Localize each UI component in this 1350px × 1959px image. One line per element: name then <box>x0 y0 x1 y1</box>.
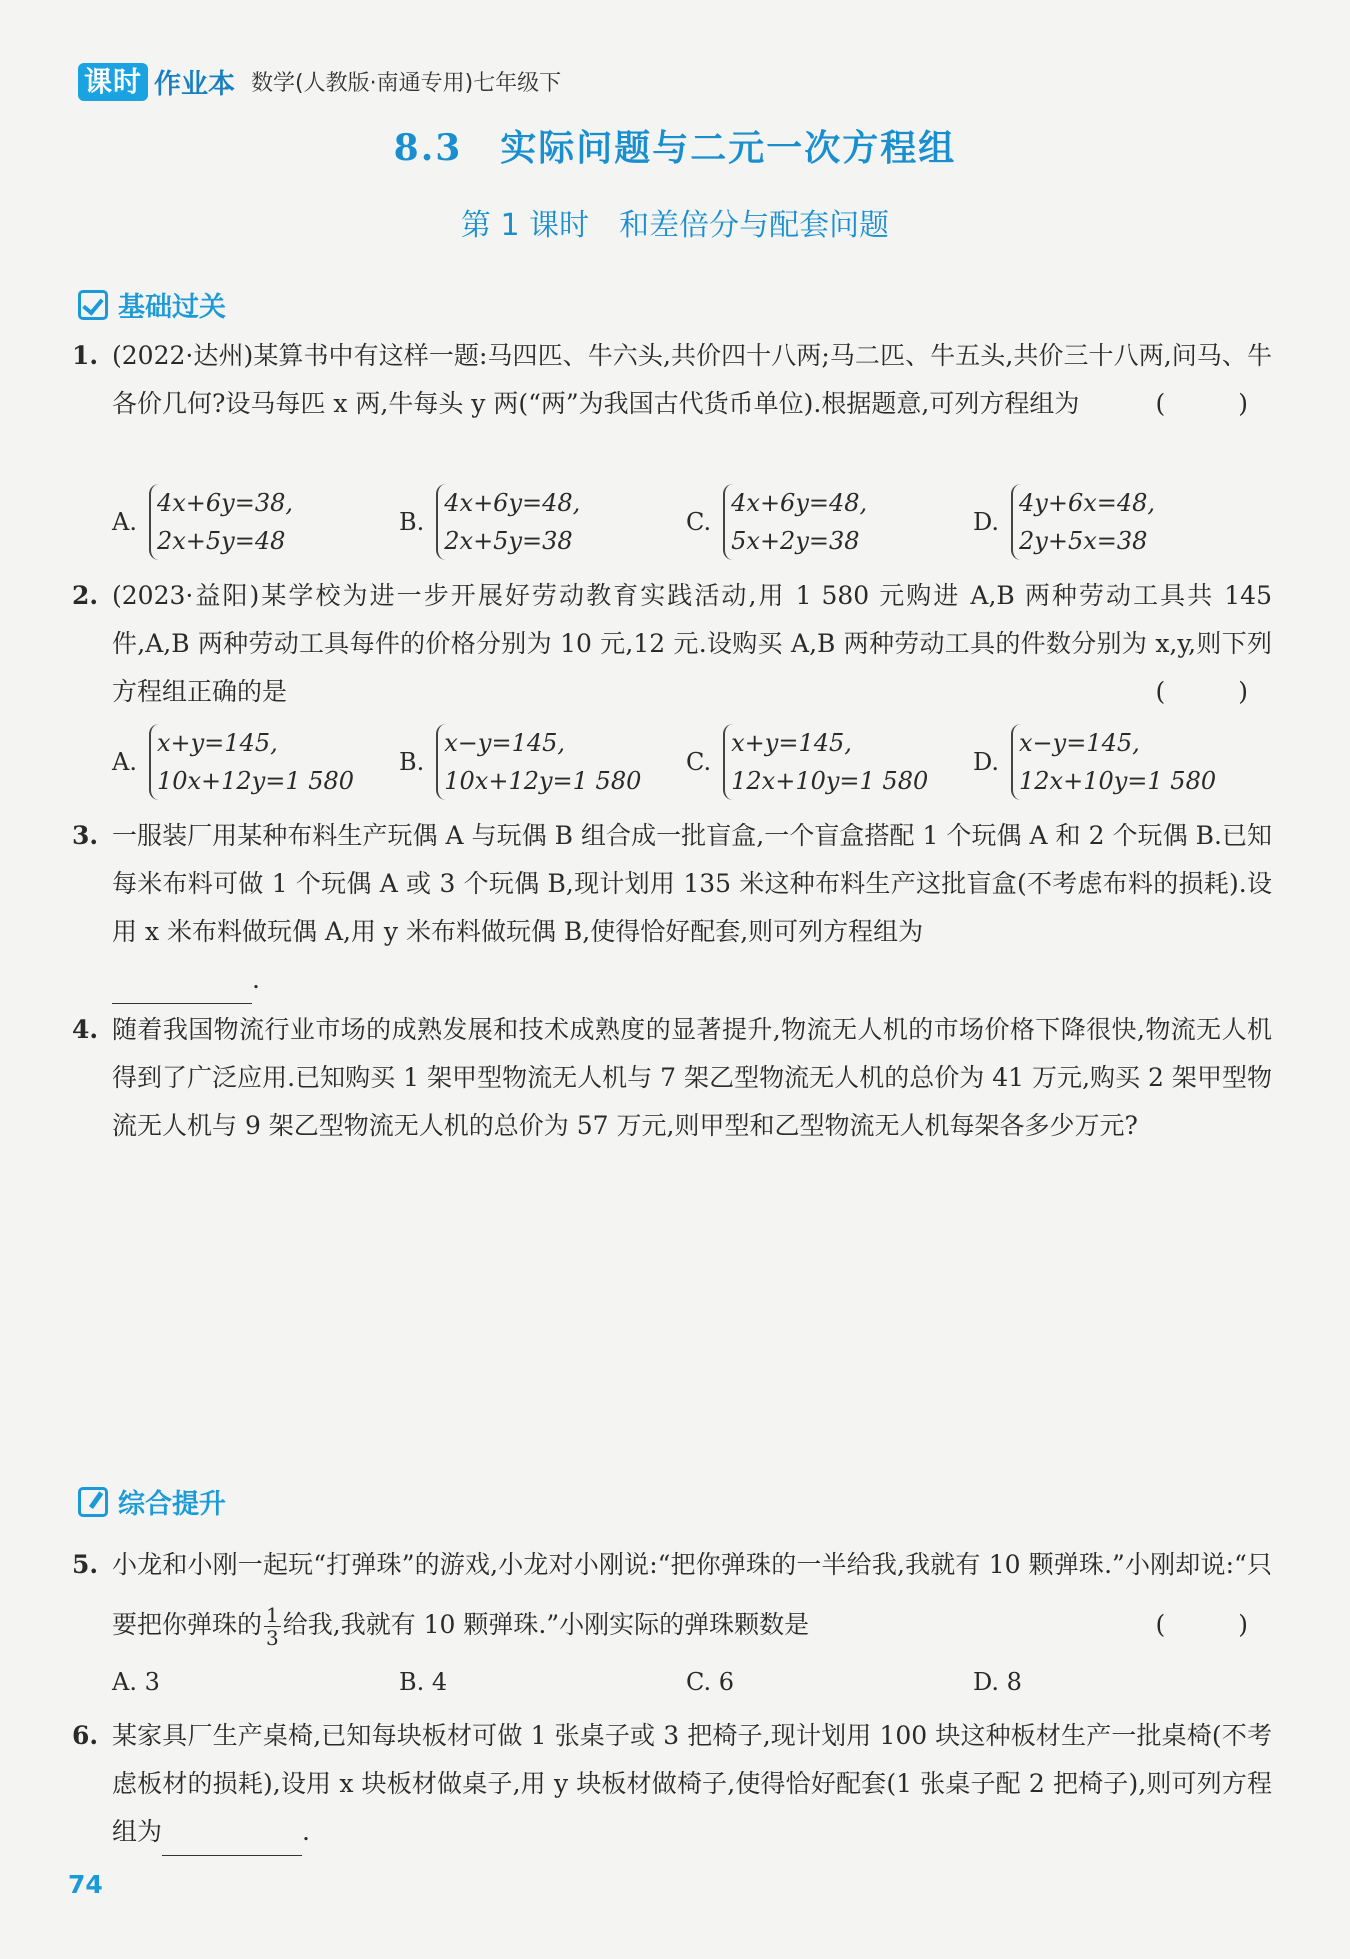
subject-info: 数学(人教版·南通专用)七年级下 <box>251 71 562 96</box>
equation-system <box>436 484 580 560</box>
option-label: D. <box>973 508 1000 536</box>
question-number: 1. <box>72 341 99 370</box>
option-a[interactable] <box>112 724 399 800</box>
logo-badge: 课时 <box>78 63 148 101</box>
option-label: A. <box>112 508 137 536</box>
equation-line: x+y=145, <box>156 729 278 757</box>
equation-line: 12x+10y=1 580 <box>731 767 929 795</box>
section-header-basic <box>78 285 226 324</box>
option-d[interactable] <box>973 724 1260 800</box>
question-number: 5. <box>72 1550 99 1579</box>
q1-options <box>112 484 1262 560</box>
page-number: 74 <box>68 1870 103 1899</box>
question-3 <box>72 812 1272 1004</box>
option-d[interactable]: D. 8 <box>973 1668 1022 1696</box>
equation-system <box>1011 724 1216 800</box>
equation-system <box>436 724 641 800</box>
section-title: 8.3 实际问题与二元一次方程组 <box>393 127 957 169</box>
equation-line: 10x+12y=1 580 <box>156 767 355 795</box>
equation-line: 4y+6x=48, <box>1019 489 1156 517</box>
question-number: 2. <box>72 581 99 610</box>
equation-line: 4x+6y=48, <box>444 489 581 517</box>
question-text: (2022·达州)某算书中有这样一题:马四匹、牛六头,共价四十八两;马二匹、牛五头,共价三十八两,问马、牛各价几何?设马每匹 x 两,牛每头 y 两(“两”为我国古代货币单位).根据题意,可列方程组为 <box>112 341 1272 418</box>
option-c[interactable] <box>686 724 973 800</box>
option-b[interactable] <box>399 724 686 800</box>
question-number: 4. <box>72 1015 99 1044</box>
fraction-numerator: 1 <box>266 1603 279 1627</box>
book-logo <box>78 62 235 101</box>
equation-line: 2x+5y=48 <box>156 527 286 555</box>
option-a[interactable]: A. 3 <box>112 1668 160 1696</box>
equation-line: x−y=145, <box>444 729 566 757</box>
pencil-icon <box>78 1487 108 1517</box>
period: . <box>302 1817 310 1846</box>
equation-line: 5x+2y=38 <box>731 527 860 555</box>
question-4 <box>72 1006 1272 1150</box>
checkbox-icon <box>78 290 108 320</box>
answer-paren: ( ) <box>1155 389 1272 418</box>
question-text: 一服装厂用某种布料生产玩偶 A 与玩偶 B 组合成一批盲盒,一个盲盒搭配 1 个玩偶 A 和 2 个玩偶 B.已知每米布料可做 1 个玩偶 A 或 3 个玩偶 B,现计划用 135 米这种布料生产这批盲盒(不考虑布料的损耗).设用 x 米布料做玩偶 A,用 y 米布料做玩偶 B,使得恰好配套,则可列方程组为 <box>112 821 1272 946</box>
section-label: 综合提升 <box>118 1489 226 1520</box>
option-a[interactable] <box>112 484 399 560</box>
question-text: 某家具厂生产桌椅,已知每块板材可做 1 张桌子或 3 把椅子,现计划用 100 块这种板材生产一批桌椅(不考虑板材的损耗),设用 x 块板材做桌子,用 y 块板材做椅子,使得恰好配套(1 张桌子配 2 把椅子),则可列方程组为 <box>112 1721 1272 1846</box>
equation-line: 2x+5y=38 <box>444 527 573 555</box>
answer-blank[interactable] <box>112 973 252 1004</box>
equation-line: x−y=145, <box>1019 729 1140 757</box>
equation-line: 10x+12y=1 580 <box>444 767 642 795</box>
equation-line: 4x+6y=38, <box>156 489 293 517</box>
option-c[interactable] <box>686 484 973 560</box>
question-5 <box>72 1535 1272 1655</box>
lesson-subtitle: 第 1 课时 和差倍分与配套问题 <box>460 208 890 243</box>
equation-system <box>723 484 867 560</box>
question-2 <box>72 572 1272 716</box>
question-text-cont: 给我,我就有 10 颗弹珠.”小刚实际的弹珠颗数是 <box>282 1610 810 1639</box>
question-text: 随着我国物流行业市场的成熟发展和技术成熟度的显著提升,物流无人机的市场价格下降很快,物流无人机得到了广泛应用.已知购买 1 架甲型物流无人机与 7 架乙型物流无人机的总价为 41 万元,购买 2 架甲型物流无人机与 9 架乙型物流无人机的总价为 57 万元,则甲型和乙型物流无人机每架各多少万元? <box>112 1015 1272 1140</box>
option-label: B. <box>399 508 425 536</box>
option-label: A. <box>112 748 137 776</box>
answer-paren: ( ) <box>1155 1610 1272 1639</box>
equation-system <box>149 484 293 560</box>
equation-line: 4x+6y=48, <box>731 489 868 517</box>
question-text: 小龙和小刚一起玩“打弹珠”的游戏,小龙对小刚说:“把你弹珠的一半给我,我就有 10 颗弹珠.”小刚却说:“只要把你弹珠的 <box>112 1550 1272 1639</box>
question-number: 3. <box>72 821 99 850</box>
brand-name: 作业本 <box>154 69 236 100</box>
equation-system <box>1011 484 1155 560</box>
header <box>78 62 561 101</box>
section-label: 基础过关 <box>118 292 226 323</box>
equation-line: 2y+5x=38 <box>1019 527 1148 555</box>
equation-system <box>723 724 928 800</box>
question-1 <box>72 332 1272 428</box>
answer-blank[interactable] <box>162 1825 302 1856</box>
section-header-advanced <box>78 1482 226 1521</box>
q2-options <box>112 724 1262 800</box>
option-label: C. <box>686 748 712 776</box>
option-b[interactable]: B. 4 <box>399 1668 448 1696</box>
equation-line: x+y=145, <box>731 729 852 757</box>
option-label: C. <box>686 508 712 536</box>
fraction <box>264 1604 281 1649</box>
option-label: B. <box>399 748 425 776</box>
option-c[interactable]: C. 6 <box>686 1668 735 1696</box>
question-text: (2023·益阳)某学校为进一步开展好劳动教育实践活动,用 1 580 元购进 A,B 两种劳动工具共 145 件,A,B 两种劳动工具每件的价格分别为 10 元,12 元.设购买 A,B 两种劳动工具的件数分别为 x,y,则下列方程组正确的是 <box>112 581 1272 706</box>
question-6 <box>72 1712 1272 1856</box>
equation-line: 12x+10y=1 580 <box>1019 767 1217 795</box>
answer-paren: ( ) <box>1155 677 1272 706</box>
equation-system <box>149 724 354 800</box>
option-d[interactable] <box>973 484 1260 560</box>
fraction-denominator: 3 <box>266 1626 279 1650</box>
period: . <box>252 965 260 994</box>
q5-options <box>112 1668 1262 1696</box>
option-label: D. <box>973 748 1000 776</box>
option-b[interactable] <box>399 484 686 560</box>
question-number: 6. <box>72 1721 99 1750</box>
